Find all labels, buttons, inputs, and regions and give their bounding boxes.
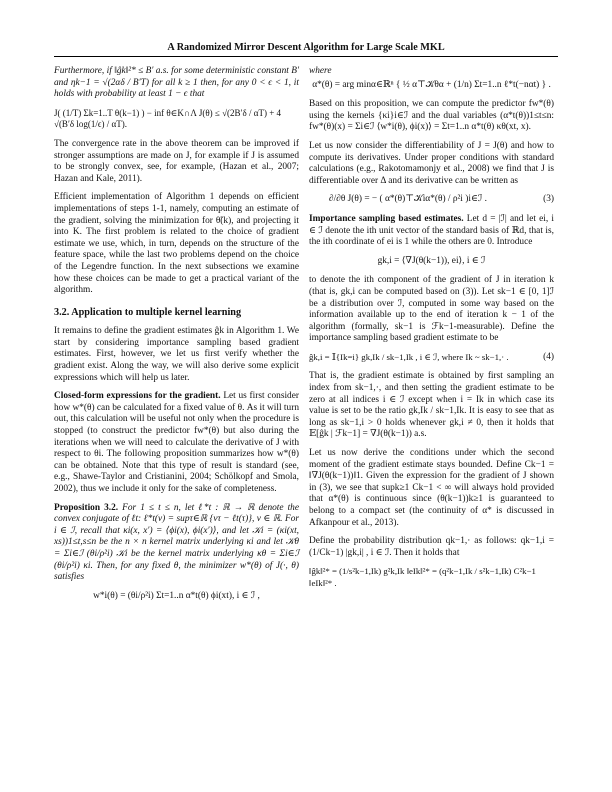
remains-paragraph: It remains to define the gradient estimates ĝk in Algorithm 1. We start by considering importance sampling based gradient estimates. First, however, we let us first verify whether the gradient exist. Along the way, we will also derive some explicit expressions which will help us later. bbox=[54, 326, 299, 383]
importance-paragraph bbox=[309, 214, 554, 249]
todenote-paragraph: to denote the ith component of the gradient of J in iteration k (that is, gk,i can be computed based on (3)). Let sk−1 ∈ [0, 1]ℐ be a distribution over ℐ, computed in some way based on the information available up to the end of iteration k − 1 of the algorithm (formally, sk−1 is ℱk−1-measurable). Define the importance sampling based gradient estimate to be bbox=[309, 275, 554, 344]
equation-number-4: (4) bbox=[543, 351, 554, 362]
closed-form-heading: Closed-form expressions for the gradient. bbox=[54, 391, 221, 402]
importance-text: Let d = |ℐ| and let ei, i ∈ ℐ denote the ith unit vector of the standard basis of ℝd, that is, the ith coordinate of ei is 1 while the others are 0. Introduce bbox=[309, 213, 554, 248]
theorem-equation bbox=[54, 108, 299, 131]
differentiability-paragraph: Let us now consider the differentiability of J = J(θ) and how to compute its derivatives. Under proper conditions with standard calculations (e.g., Rakotomamonjy et al., 2008) we find that J is differentiable over Δ and its derivative can be written as bbox=[309, 140, 554, 186]
thatis-paragraph: That is, the gradient estimate is obtained by first sampling an index from sk−1,·, and then setting the gradient estimate to be zero at all indices i ∈ ℐ except when i = Ik in which case its value is set to be the ratio gk,Ik / sk−1,Ik. It is easy to see that as long as sk−1,i > 0 holds whenever gk,i ≠ 0, then it holds that 𝔼[ĝk | ℱk−1] = ∇J(θ(k−1)) a.s. bbox=[309, 371, 554, 440]
second-moment-paragraph: Let us now derive the conditions under which the second moment of the gradient estimate stays bounded. Define Ck−1 = ‖∇J(θ(k−1))‖1. Given the expression for the gradient of J shown in (3), we see that supk≥1 Ck−1 < ∞ will always hold provided that α*(θ) is continuous since (θ(k−1))k≥1 is guaranteed to belong to a compact set (the continuity of α* is discussed in Afkanpour et al., 2013). bbox=[309, 448, 554, 528]
define-paragraph: Define the probability distribution qk−1,· as follows: qk−1,i = (1/Ck−1) |gk,i| , i ∈ ℐ. Then it holds that bbox=[309, 536, 554, 558]
gki-equation bbox=[309, 256, 554, 268]
left-column bbox=[54, 66, 299, 610]
derivative-equation bbox=[309, 194, 554, 206]
theorem-continuation: Furthermore, if ‖ĝk‖²* ≤ B′ a.s. for some deterministic constant B′ and ηk−1 = √(2αδ / B′T) for all k ≥ 1 then, for any 0 < ϵ < 1, it holds with probability at least 1 − ϵ that bbox=[54, 66, 299, 100]
proposition-heading: Proposition 3.2. bbox=[54, 502, 119, 513]
section-heading: 3.2. Application to multiple kernel learning bbox=[54, 306, 242, 318]
proposition-text: For 1 ≤ t ≤ n, let ℓ*t : ℝ → ℝ denote the convex conjugate of ℓt: ℓ*t(v) = supτ∈ℝ {vτ − ℓt(τ)}, v ∈ ℝ. For i ∈ ℐ, recall that κi(x, x′) = ⟨ϕi(x), ϕi(x′)⟩, and let 𝒦i = (κi(xt, xs))1≤t,s≤n be the n × n kernel matrix underlying κi and let 𝒦θ = Σi∈ℐ (θi/ρ²i) 𝒦i be the kernel matrix underlying κθ = Σi∈ℐ (θi/ρ²i) κi. Then, for any fixed θ, the minimizer w*(θ) of J(·, θ) satisfies bbox=[54, 502, 299, 583]
convergence-paragraph: The convergence rate in the above theorem can be improved if stronger assumptions are made on J, for example if J is assumed to be strongly convex, see, for example, (Hazan et al., 2007; Hazan and Kale, 2011). bbox=[54, 138, 299, 184]
closed-form-text: Let us first consider how w*(θ) can be calculated for a fixed value of θ. As it will turn out, this calculation will be useful not only when the procedure is stopped (to construct the predictor fw*(θ) but also during the iterations when we will need to calculate the derivative of J with respect to θi. The following proposition summarizes how w*(θ) can be obtained. Note that this type of result is standard (see, e.g., Shawe-Taylor and Cristianini, 2004; Schölkopf and Smola, 2002), thus we include it only for the sake of completeness. bbox=[54, 391, 299, 494]
theorem-equation-text: J( (1/T) Σk=1..T θ(k−1) ) − inf θ∈K∩Λ J(θ) ≤ √(2B′δ / αT) + 4 √(B′δ log(1/ϵ) / αT). bbox=[54, 107, 282, 130]
closed-form-paragraph bbox=[54, 391, 299, 495]
gki-equation-text: gk,i = ⟨∇J(θ(k−1)), ei⟩, i ∈ ℐ bbox=[377, 255, 486, 266]
final-equation bbox=[309, 566, 554, 589]
proposition-paragraph bbox=[54, 503, 299, 584]
ghat-equation bbox=[309, 352, 554, 364]
alpha-equation-text: α*(θ) = arg minα∈ℝⁿ { ½ α⊤𝒦θα + (1/n) Σt=1..n ℓ*t(−nαt) } . bbox=[312, 79, 551, 90]
header-rule bbox=[54, 56, 558, 57]
final-equation-text: ‖ĝk‖²* = (1/s²k−1,Ik) g²k,Ik ‖eIk‖²* = (q²k−1,Ik / s²k−1,Ik) C²k−1 ‖eIk‖²* . bbox=[309, 566, 536, 588]
right-column bbox=[309, 66, 554, 598]
ghat-equation-text: ĝk,i = 𝕀{Ik=i} gk,Ik / sk−1,Ik , i ∈ ℐ, where Ik ~ sk−1,· . bbox=[309, 351, 509, 362]
proposition-equation bbox=[54, 591, 299, 603]
where-label: where bbox=[309, 66, 332, 76]
based-paragraph: Based on this proposition, we can compute the predictor fw*(θ) using the kernels {κi}i∈ℐ and the dual variables (α*t(θ))1≤t≤n: fw*(θ)(x) = Σi∈ℐ ⟨w*i(θ), ϕi(x)⟩ = Σt=1..n α*t(θ) κθ(xt, x). bbox=[309, 99, 554, 133]
alpha-equation bbox=[309, 80, 554, 92]
proposition-equation-text: w*i(θ) = (θi/ρ²i) Σt=1..n α*t(θ) ϕi(xt), i ∈ ℐ , bbox=[93, 590, 260, 601]
efficient-paragraph: Efficient implementation of Algorithm 1 depends on efficient implementations of steps 1-1, namely, computing an estimate of the gradient, solving the minimization for θ̃(k), and projecting it into K. The first problem is related to the choice of gradient estimate we use, which, in turn, depends on the structure of the feature space, while the last two problems depend on the choice of the Legendre function. In the next subsections we examine how these choices can be made to get a practical variant of the algorithm. bbox=[54, 192, 299, 296]
importance-heading: Importance sampling based estimates. bbox=[309, 213, 464, 224]
equation-number-3: (3) bbox=[543, 194, 554, 205]
derivative-equation-text: ∂/∂θ J(θ) = − ( α*(θ)⊤𝒦iα*(θ) / ρ²i )i∈ℐ . bbox=[329, 194, 487, 205]
running-header: A Randomized Mirror Descent Algorithm for Large Scale MKL bbox=[167, 42, 445, 53]
